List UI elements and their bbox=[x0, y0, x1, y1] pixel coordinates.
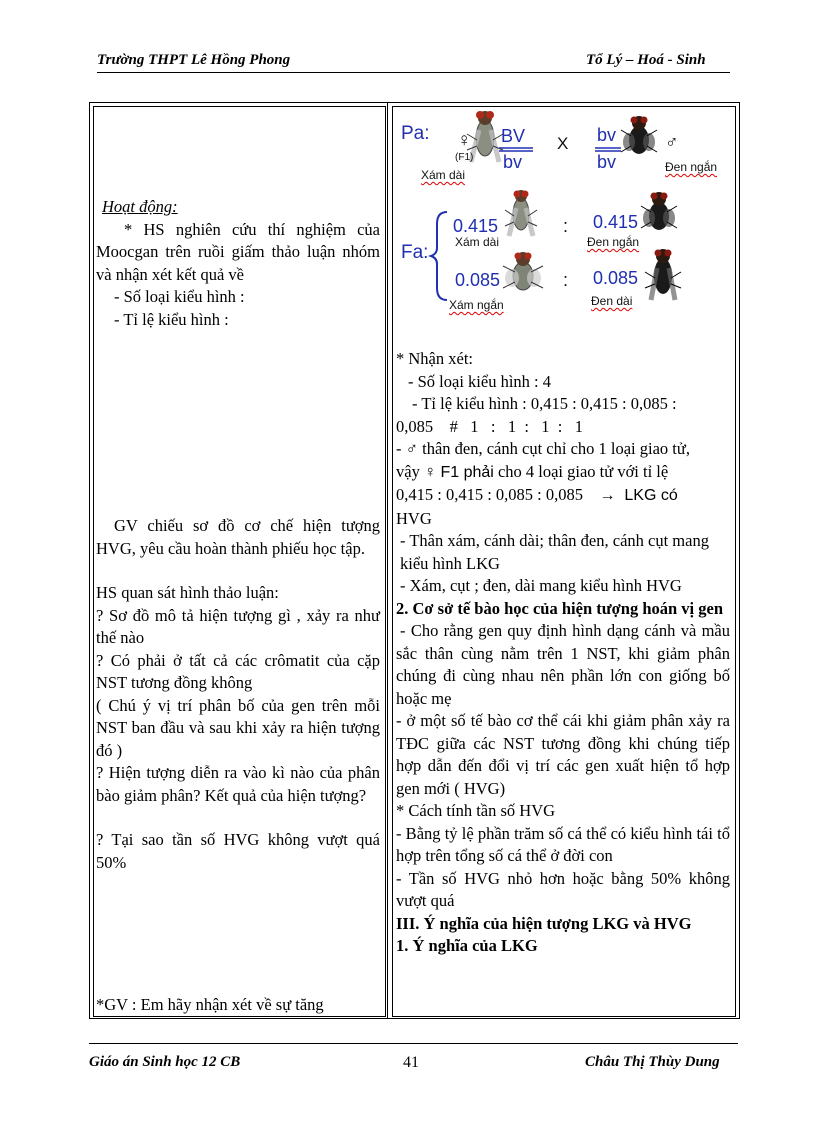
fly-grey-long-icon bbox=[505, 190, 537, 236]
female-symbol: ♀ bbox=[457, 130, 472, 151]
f1-label: (F1) bbox=[455, 152, 474, 163]
pa-label: Pa: bbox=[401, 123, 430, 144]
fa-value-4: 0.085 bbox=[593, 268, 639, 288]
cytology-point-2: - ở một số tế bào cơ thể cái khi giảm phân xảy ra TĐC giữa các NST tương đồng khi chúng tiếp hợp dẫn đến đổi vị trí các gen xuất hiện tổ hợp gen mới ( HVG) bbox=[396, 711, 730, 798]
male-genotype-top: bv bbox=[597, 125, 617, 145]
fa-value-2: 0.415 bbox=[593, 212, 639, 232]
fa-phenotype-1: Xám dài bbox=[455, 235, 500, 249]
observation-heading: * Nhận xét: bbox=[396, 349, 473, 368]
observation-male: - ♂ thân đen, cánh cụt chỉ cho 1 loại giao tử, bbox=[396, 439, 690, 458]
left-column-end bbox=[96, 994, 380, 1017]
fa-label: Fa: bbox=[401, 242, 429, 263]
fly-dark-short-icon bbox=[621, 116, 657, 154]
fa-phenotype-2: Đen ngắn bbox=[587, 235, 640, 249]
pa-female-phenotype: Xám dài bbox=[421, 168, 466, 182]
fa-value-3: 0.085 bbox=[455, 270, 501, 290]
section-heading-3: III. Ý nghĩa của hiện tượng LKG và HVG bbox=[396, 913, 692, 933]
phenotype-ratio-item: - Tỉ lệ kiểu hình : bbox=[114, 309, 229, 329]
header-school: Trường THPT Lê Hồng Phong bbox=[97, 52, 291, 68]
header-rule bbox=[97, 72, 730, 73]
right-column bbox=[396, 348, 730, 958]
question-1: ? Sơ đồ mô tả hiện tượng gì , xảy ra như thế nào bbox=[96, 605, 380, 647]
cross-diagram bbox=[393, 108, 733, 328]
fly-grey-short-icon bbox=[503, 252, 543, 290]
observation-hvg: HVG bbox=[396, 508, 432, 528]
question-3: ( Chú ý vị trí phân bố của gen trên mỗi NST ban đầu và sau khi xảy ra hiện tượng đó ) bbox=[96, 695, 380, 760]
pa-male-phenotype: Đen ngắn bbox=[665, 160, 718, 174]
left-column-gv bbox=[96, 515, 380, 874]
page-number: 41 bbox=[403, 1054, 419, 1071]
question-2: ? Có phải ở tất cả các crômatit của cặp NST tương đồng không bbox=[96, 650, 380, 692]
frequency-heading: * Cách tính tần số HVG bbox=[396, 801, 556, 820]
fa-colon-2: : bbox=[563, 270, 569, 290]
fa-colon-1: : bbox=[563, 216, 569, 236]
footer-rule bbox=[89, 1043, 738, 1044]
male-genotype-bottom: bv bbox=[597, 152, 617, 172]
footer-author: Châu Thị Thùy Dung bbox=[585, 1054, 720, 1070]
observation-lkg-phenotype: - Thân xám, cánh dài; thân đen, cánh cụt mang kiểu hình LKG bbox=[400, 531, 709, 573]
fly-dark-long-icon bbox=[645, 249, 681, 300]
fa-phenotype-4: Đen dài bbox=[591, 294, 633, 308]
left-column bbox=[96, 196, 380, 331]
gv-question: *GV : Em hãy nhận xét về sự tăng bbox=[96, 995, 324, 1014]
male-symbol: ♂ bbox=[665, 132, 679, 152]
question-5: ? Tại sao tần số HVG không vượt quá 50% bbox=[96, 830, 380, 872]
phenotype-count-item: - Số loại kiểu hình : bbox=[114, 287, 245, 306]
fa-brace bbox=[431, 212, 447, 300]
frequency-point-2: - Tần số HVG nhỏ hơn hoặc bằng 50% không vượt quá bbox=[396, 868, 730, 910]
cross-symbol: X bbox=[557, 134, 569, 153]
female-genotype-top: BV bbox=[501, 126, 526, 146]
activity-intro: * HS nghiên cứu thí nghiệm của Moocgan trên ruồi giấm thảo luận nhóm và nhận xét kết quả về bbox=[96, 219, 380, 284]
activity-heading: Hoạt động: bbox=[102, 197, 178, 216]
header-department: Tổ Lý – Hoá - Sinh bbox=[586, 52, 706, 68]
observation-ratio: - Tỉ lệ kiểu hình : 0,415 : 0,415 : 0,085 : bbox=[412, 394, 677, 413]
question-4: ? Hiện tượng diễn ra vào kì nào của phân bào giảm phân? Kết quả của hiện tượng? bbox=[96, 763, 380, 805]
fa-value-1: 0.415 bbox=[453, 216, 499, 236]
observation-hvg-phenotype: - Xám, cụt ; đen, dài mang kiểu hình HVG bbox=[400, 576, 682, 595]
observation-ratio-lkg: 0,415 : 0,415 : 0,085 : 0,085 → LKG có bbox=[396, 485, 678, 504]
gv-instruction: GV chiếu sơ đồ cơ chế hiện tượng HVG, yêu cầu hoàn thành phiếu học tập. bbox=[96, 516, 380, 558]
fa-phenotype-3: Xám ngắn bbox=[449, 298, 504, 312]
observation-count: - Số loại kiểu hình : 4 bbox=[408, 371, 551, 391]
observation-female: vậy ♀ F1 phải cho 4 loại giao tử với tỉ lệ bbox=[396, 461, 669, 481]
column-divider bbox=[387, 103, 388, 1018]
cytology-point-1: - Cho rằng gen quy định hình dạng cánh và mầu sắc thân cùng nằm trên 1 NST, khi giảm phân chúng đi cùng nhau nên phần lớn con giống bố hoặc mẹ bbox=[396, 621, 730, 708]
female-genotype-bottom: bv bbox=[503, 152, 523, 172]
section-heading-3-1: 1. Ý nghĩa của LKG bbox=[396, 936, 538, 955]
frequency-point-1: - Bằng tỷ lệ phần trăm số cá thể có kiểu hình tái tổ hợp trên tổng số cá thể ở đời con bbox=[396, 823, 730, 865]
section-heading-2: 2. Cơ sở tế bào học của hiện tượng hoán vị gen bbox=[396, 598, 724, 618]
fly-dark-short-icon bbox=[641, 192, 677, 230]
footer-title: Giáo án Sinh học 12 CB bbox=[89, 1054, 241, 1070]
observation-ratio-cont: 0,085 # 1 : 1 : 1 : 1 bbox=[396, 416, 584, 436]
hs-discussion: HS quan sát hình thảo luận: bbox=[96, 583, 279, 602]
